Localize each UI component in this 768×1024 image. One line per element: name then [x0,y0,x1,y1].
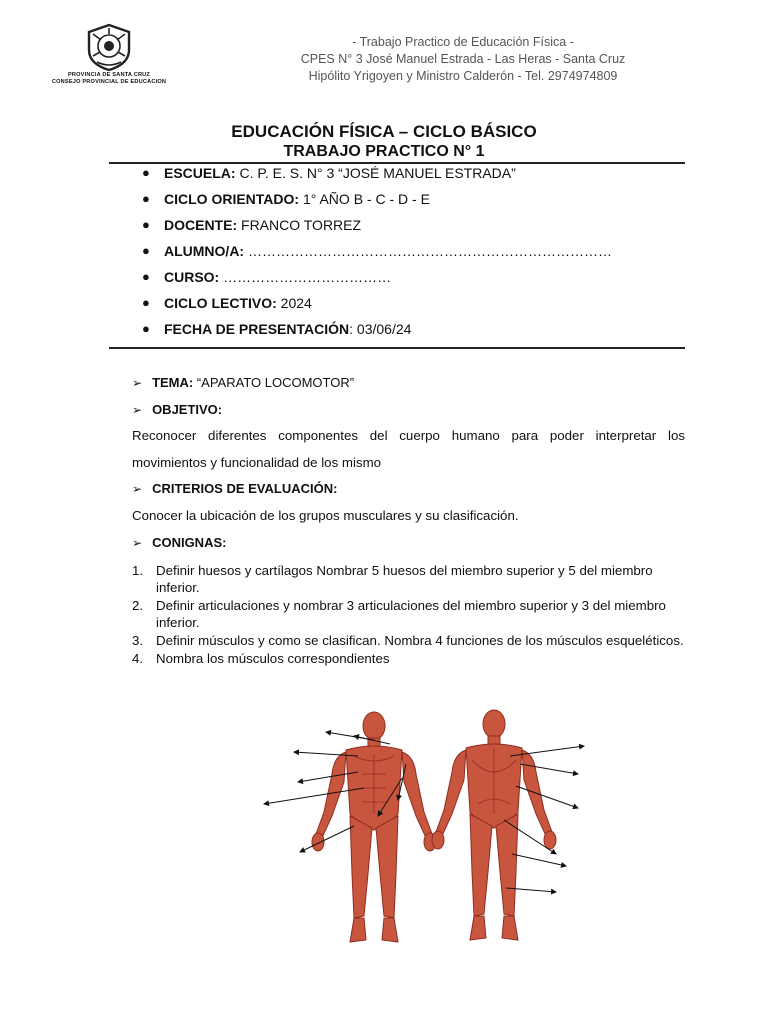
consigna-item [132,650,692,667]
consigna-item [132,562,692,596]
provincial-seal-icon [83,22,135,72]
info-label: DOCENTE: [164,217,238,233]
bottom-divider [109,347,685,349]
header-line-3: Hipólito Yrigoyen y Ministro Calderón - Tel. 2974974809 [308,69,618,83]
arrow-bullet-icon: ➢ [132,376,143,390]
objetivo-heading [132,402,222,417]
student-info-list [140,163,612,345]
info-value: 2024 [276,295,312,311]
bullet-icon: ● [142,243,150,258]
header-line-1: - Trabajo Practico de Educación Física - [352,35,574,49]
info-item-alumno [140,241,612,267]
bullet-icon: ● [142,321,150,336]
info-item-escuela [140,163,612,189]
info-value: FRANCO TORREZ [237,217,362,233]
info-label: ESCUELA: [164,165,236,181]
arrow-bullet-icon: ➢ [132,536,143,550]
info-value: …………………………………………………………………… [244,243,612,259]
bullet-icon: ● [142,269,150,284]
back-body-figure [432,710,556,940]
consigna-item [132,597,692,631]
page-subtitle: TRABAJO PRACTICO N° 1 [283,143,485,160]
consigna-text: Definir huesos y cartílagos Nombrar 5 huesos del miembro superior y 5 del miembro inferior. [156,563,653,595]
muscle-anatomy-figure [258,704,598,949]
criterios-text: Conocer la ubicación de los grupos musculares y su clasificación. [132,508,519,523]
arrow-bullet-icon: ➢ [132,482,143,496]
info-label: ALUMNO/A: [164,243,245,259]
bullet-icon: ● [142,165,150,180]
tema-heading [132,375,354,390]
info-label: CICLO LECTIVO: [164,295,277,311]
info-item-ciclo-lectivo [140,293,612,319]
consigna-item [132,632,692,649]
consigna-text: Nombra los músculos correspondientes [156,651,390,666]
info-value: C. P. E. S. N° 3 “JOSÉ MANUEL ESTRADA” [235,165,516,181]
school-header [300,34,626,85]
objetivo-text-line-2: movimientos y funcionalidad de los mismo [132,455,382,470]
tema-value: “APARATO LOCOMOTOR” [193,375,355,390]
info-value: 1° AÑO B - C - D - E [299,191,430,207]
info-label: CICLO ORIENTADO: [164,191,300,207]
info-item-fecha [140,319,612,345]
consignas-heading [132,535,226,550]
consigna-number: 4. [132,651,144,666]
tema-label: TEMA: [152,375,194,390]
info-value: : 03/06/24 [349,321,412,337]
criterios-label: CRITERIOS DE EVALUACIÓN: [152,481,338,496]
criterios-heading [132,481,337,496]
bullet-icon: ● [142,295,150,310]
logo-line-council: CONSEJO PROVINCIAL DE EDUCACION [51,79,167,85]
consignas-list [132,562,692,668]
logo [44,22,174,86]
bullet-icon: ● [142,191,150,206]
front-body-figure [312,712,436,942]
bullet-icon: ● [142,217,150,232]
page-title: EDUCACIÓN FÍSICA – CICLO BÁSICO [231,122,537,141]
objetivo-text-line-1: Reconocer diferentes componentes del cuerpo humano para poder interpretar los [132,428,685,443]
info-item-ciclo-orientado [140,189,612,215]
objetivo-label: OBJETIVO: [152,402,223,417]
consigna-text: Definir articulaciones y nombrar 3 articulaciones del miembro superior y 3 del miembro inferior. [156,598,666,630]
consigna-number: 2. [132,598,144,613]
consigna-text: Definir músculos y como se clasifican. Nombra 4 funciones de los músculos esqueléticos. [156,633,684,648]
info-item-docente [140,215,612,241]
arrow-bullet-icon: ➢ [132,403,143,417]
info-label: CURSO: [164,269,220,285]
info-value: ……………………………… [219,269,392,285]
info-label: FECHA DE PRESENTACIÓN [164,321,350,337]
header-line-2: CPES N° 3 José Manuel Estrada - Las Heras - Santa Cruz [300,52,626,66]
consigna-number: 3. [132,633,144,648]
consigna-number: 1. [132,563,144,578]
consignas-label: CONIGNAS: [152,535,227,550]
logo-line-province: PROVINCIA DE SANTA CRUZ [67,72,151,78]
info-item-curso [140,267,612,293]
